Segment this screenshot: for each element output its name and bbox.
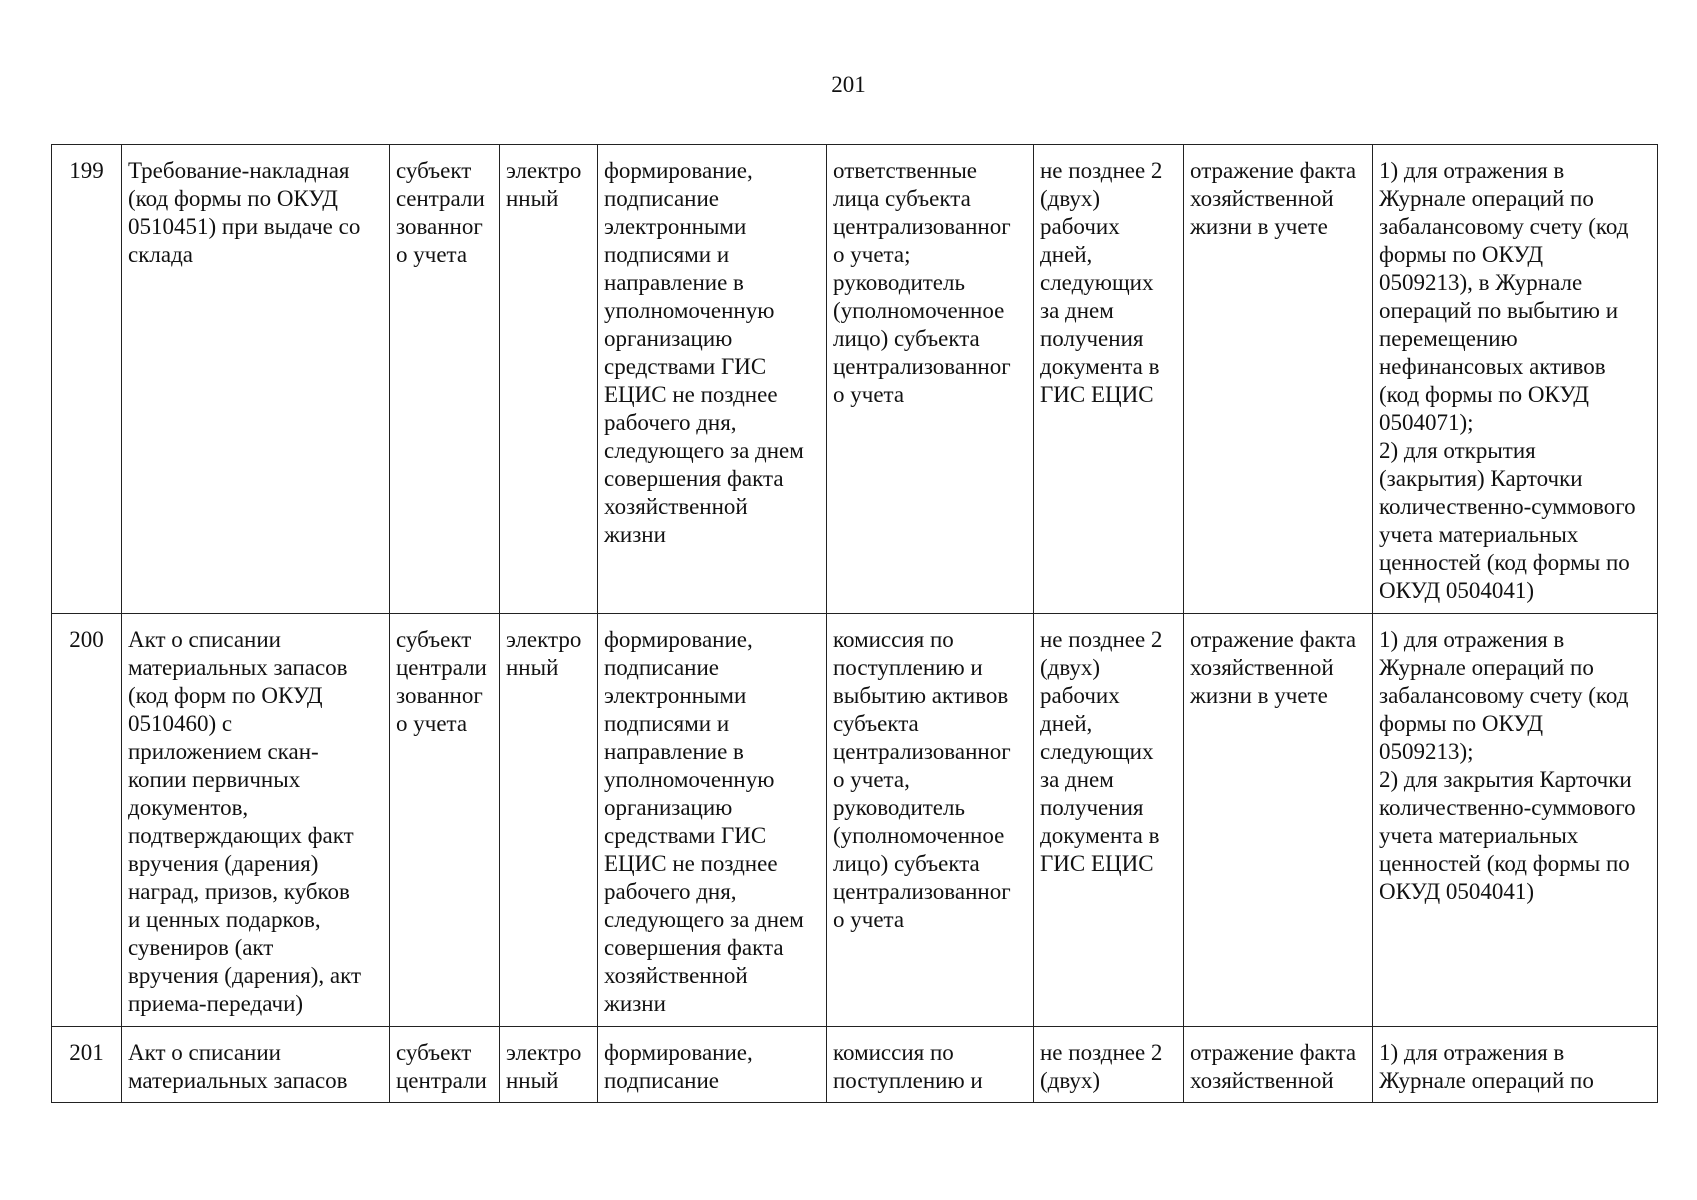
purpose-cell: отражение факта хозяйственной [1184,1027,1373,1103]
format-cell: электро нный [500,614,598,1027]
deadline-cell: не позднее 2 (двух) [1034,1027,1184,1103]
responsible-cell: ответственные лица субъекта централизованног о учета; руководитель (уполномоченное лицо) субъекта централизованног о учета [827,145,1034,614]
purpose-cell: отражение факта хозяйственной жизни в учете [1184,145,1373,614]
registers-cell: 1) для отражения в Журнале операций по забалансовому счету (код формы по ОКУД 0509213), в Журнале операций по выбытию и перемещению нефинансовых активов (код формы по ОКУД 0504071); 2) для открытия (закрытия) Карточки количественно-суммового учета материальных ценностей (код формы по ОКУД 0504041) [1373,145,1658,614]
document-table [51,144,1658,1103]
deadline-cell: не позднее 2 (двух) рабочих дней, следующих за днем получения документа в ГИС ЕЦИС [1034,614,1184,1027]
page-number: 201 [831,72,866,97]
table-row [52,1027,1658,1103]
purpose-cell: отражение факта хозяйственной жизни в учете [1184,614,1373,1027]
procedure-cell: формирование, подписание электронными подписями и направление в уполномоченную организацию средствами ГИС ЕЦИС не позднее рабочего дня, следующего за днем совершения факта хозяйственной жизни [598,614,827,1027]
table-row [52,614,1658,1027]
responsible-cell: комиссия по поступлению и выбытию активов субъекта централизованног о учета, руководитель (уполномоченное лицо) субъекта централизованног о учета [827,614,1034,1027]
registers-cell: 1) для отражения в Журнале операций по [1373,1027,1658,1103]
procedure-cell: формирование, подписание [598,1027,827,1103]
table-row [52,145,1658,614]
deadline-cell: не позднее 2 (двух) рабочих дней, следующих за днем получения документа в ГИС ЕЦИС [1034,145,1184,614]
row-number: 201 [52,1027,122,1103]
subject-cell: субъект централи зованног о учета [390,614,500,1027]
document-name-cell: Акт о списании материальных запасов (код форм по ОКУД 0510460) с приложением скан- копии первичных документов, подтверждающих факт вручения (дарения) наград, призов, кубков и ценных подарков, сувениров (акт вручения (дарения), акт приема-передачи) [122,614,390,1027]
subject-cell: субъект cентрали зованног о учета [390,145,500,614]
document-name-cell: Акт о списании материальных запасов [122,1027,390,1103]
procedure-cell: формирование, подписание электронными подписями и направление в уполномоченную организацию средствами ГИС ЕЦИС не позднее рабочего дня, следующего за днем совершения факта хозяйственной жизни [598,145,827,614]
responsible-cell: комиссия по поступлению и [827,1027,1034,1103]
format-cell: электро нный [500,1027,598,1103]
registers-cell: 1) для отражения в Журнале операций по забалансовому счету (код формы по ОКУД 0509213); 2) для закрытия Карточки количественно-суммового учета материальных ценностей (код формы по ОКУД 0504041) [1373,614,1658,1027]
subject-cell: субъект централи [390,1027,500,1103]
document-name-cell: Требование-накладная (код формы по ОКУД 0510451) при выдаче со склада [122,145,390,614]
format-cell: электро нный [500,145,598,614]
row-number: 199 [52,145,122,614]
row-number: 200 [52,614,122,1027]
